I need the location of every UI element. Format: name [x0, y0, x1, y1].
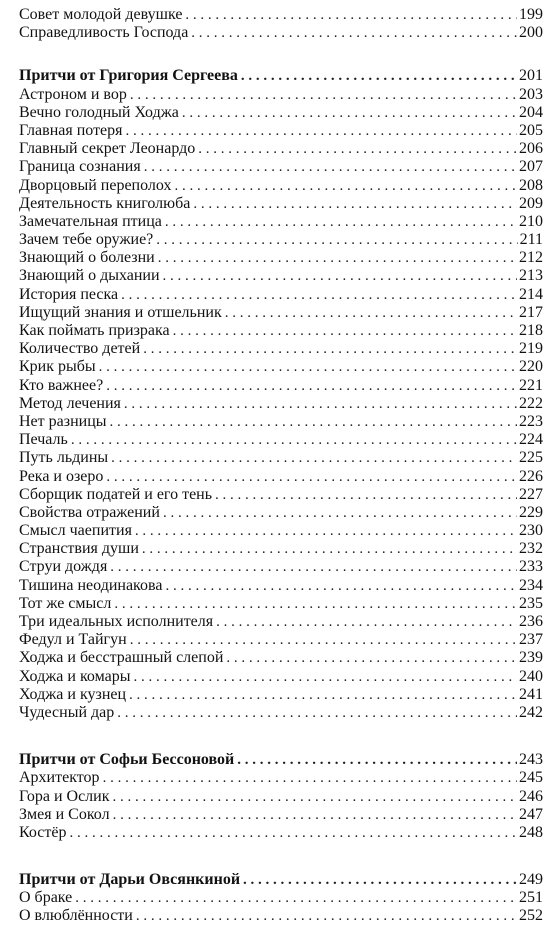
- toc-entry: [19, 631, 543, 649]
- page-number: 200: [519, 24, 543, 42]
- page-number: 211: [519, 231, 543, 249]
- toc-entry: [19, 468, 543, 486]
- page-number: 233: [519, 558, 543, 576]
- dot-leader: [185, 6, 517, 24]
- toc-entry: [19, 231, 543, 249]
- page-number: 236: [519, 613, 543, 630]
- page-number: 205: [519, 121, 543, 139]
- toc-entry: [19, 6, 543, 24]
- entry-title: Граница сознания: [19, 158, 141, 176]
- toc-entry: [19, 558, 543, 576]
- entry-title: Змея и Сокол: [19, 805, 110, 823]
- dot-leader: [71, 431, 517, 449]
- dot-leader: [110, 558, 517, 576]
- toc-group-intro: [19, 6, 543, 42]
- toc-entry: [19, 769, 543, 787]
- page-number: 213: [519, 267, 543, 285]
- page-number: 221: [519, 376, 543, 394]
- toc-section-heading: [19, 751, 543, 769]
- entry-title: Струи дождя: [19, 558, 108, 576]
- entry-title: Сборщик податей и его тень: [19, 485, 213, 503]
- entry-title: Федул и Тайгун: [19, 631, 127, 649]
- dot-leader: [191, 24, 517, 42]
- page-number: 210: [519, 212, 543, 230]
- entry-title: Кто важнее?: [19, 376, 104, 394]
- entry-title: Замечательная птица: [19, 212, 162, 230]
- toc-entry: [19, 540, 543, 558]
- entry-title: Дворцовый переполох: [19, 176, 172, 194]
- dot-leader: [129, 686, 517, 704]
- page-number: 247: [519, 805, 543, 823]
- entry-title: Странствия души: [19, 540, 139, 558]
- entry-title: Три идеальных исполнителя: [19, 613, 214, 630]
- page-number: 208: [519, 176, 543, 194]
- entry-title: Знающий о болезни: [19, 249, 155, 267]
- dot-leader: [130, 86, 517, 104]
- dot-leader: [215, 486, 517, 504]
- entry-title: Костёр: [19, 823, 67, 841]
- dot-leader: [225, 304, 517, 322]
- toc-entry: [19, 140, 543, 158]
- page-number: 240: [519, 667, 543, 685]
- dot-leader: [69, 824, 517, 842]
- page-number: 217: [519, 303, 543, 321]
- toc-entry: [19, 104, 543, 122]
- page-number: 227: [519, 485, 543, 503]
- page-number: 232: [519, 540, 543, 558]
- dot-leader: [165, 213, 517, 231]
- page-number: 239: [519, 649, 543, 667]
- toc-entry: [19, 195, 543, 213]
- entry-title: Тишина неодинакова: [19, 576, 163, 594]
- page-number: 207: [519, 158, 543, 176]
- entry-title: Чудесный дар: [19, 703, 115, 721]
- dot-leader: [133, 668, 517, 686]
- section-title: Притчи от Григория Сергеева: [19, 67, 238, 85]
- toc-entry: [19, 377, 543, 395]
- entry-title: Ходжа и кузнец: [19, 685, 127, 703]
- page-number: 246: [519, 787, 543, 805]
- entry-title: О влюблённости: [19, 907, 133, 925]
- page-number: 245: [519, 769, 543, 787]
- toc-entry: [19, 122, 543, 140]
- dot-leader: [114, 595, 517, 613]
- page-number: 204: [519, 103, 543, 121]
- dot-leader: [136, 907, 517, 925]
- dot-leader: [193, 195, 517, 213]
- entry-title: История песка: [19, 285, 119, 303]
- page-number: 234: [519, 576, 543, 594]
- toc-entry: [19, 358, 543, 376]
- toc-entry: [19, 577, 543, 595]
- page-number: 241: [519, 685, 543, 703]
- toc-entry: [19, 395, 543, 413]
- toc-section-heading: [19, 67, 543, 85]
- dot-leader: [156, 231, 517, 249]
- section-gap: [19, 722, 543, 751]
- page-number: 242: [519, 703, 543, 721]
- dot-leader: [113, 806, 517, 824]
- dot-leader: [243, 871, 517, 889]
- toc-entry: [19, 304, 543, 322]
- dot-leader: [106, 377, 517, 395]
- page-number: 223: [519, 412, 543, 430]
- dot-leader: [175, 177, 518, 195]
- dot-leader: [112, 788, 517, 806]
- toc-entry: [19, 504, 543, 522]
- page-number: 226: [519, 467, 543, 485]
- dot-leader: [106, 468, 517, 486]
- toc-entry: [19, 704, 543, 722]
- entry-title: Справедливость Господа: [19, 24, 189, 42]
- toc-entry: [19, 413, 543, 431]
- section-gap: [19, 42, 543, 67]
- toc-entry: [19, 649, 543, 667]
- entry-title: Деятельность книголюба: [19, 194, 191, 212]
- toc-entry: [19, 249, 543, 267]
- dot-leader: [143, 340, 517, 358]
- entry-title: Смысл чаепития: [19, 522, 132, 540]
- page-number: 230: [519, 522, 543, 540]
- entry-title: Ходжа и комары: [19, 667, 131, 685]
- entry-title: Главная потеря: [19, 121, 123, 139]
- entry-title: Главный секрет Леонардо: [19, 140, 196, 158]
- entry-title: О браке: [19, 889, 73, 907]
- page-number: 219: [519, 340, 543, 358]
- toc-section-bessonova: [19, 751, 543, 842]
- section-title: Притчи от Софьи Бессоновой: [19, 751, 235, 769]
- toc-entry: [19, 788, 543, 806]
- entry-title: Архитектор: [19, 769, 100, 787]
- dot-leader: [130, 631, 517, 649]
- dot-leader: [126, 122, 517, 140]
- page-number: 225: [519, 449, 543, 467]
- page-number: 251: [519, 889, 543, 907]
- toc-entry: [19, 595, 543, 613]
- toc-entry: [19, 449, 543, 467]
- page-number: 249: [519, 871, 543, 889]
- entry-title: Метод лечения: [19, 394, 121, 412]
- toc-entry: [19, 322, 543, 340]
- dot-leader: [103, 769, 517, 787]
- dot-leader: [226, 649, 517, 667]
- entry-title: Вечно голодный Ходжа: [19, 103, 179, 121]
- entry-title: Путь льдины: [19, 449, 109, 467]
- page-number: 224: [519, 431, 543, 449]
- toc-entry: [19, 824, 543, 842]
- entry-title: Крик рыбы: [19, 358, 96, 376]
- toc-entry: [19, 86, 543, 104]
- toc-entry: [19, 806, 543, 824]
- page-number: 237: [519, 631, 543, 649]
- toc-entry: [19, 907, 543, 925]
- toc-entry: [19, 24, 543, 42]
- toc-entry: [19, 668, 543, 686]
- page-number: 199: [519, 6, 543, 23]
- entry-title: Печаль: [19, 431, 68, 449]
- dot-leader: [124, 395, 517, 413]
- section-title: Притчи от Дарьи Овсянкиной: [19, 871, 241, 889]
- dot-leader: [216, 613, 517, 631]
- entry-title: Зачем тебе оружие?: [19, 231, 154, 249]
- toc-section-heading: [19, 871, 543, 889]
- entry-title: Река и озеро: [19, 467, 104, 485]
- section-gap: [19, 842, 543, 871]
- toc-entry: [19, 177, 543, 195]
- page-number: 252: [519, 907, 543, 925]
- dot-leader: [158, 249, 517, 267]
- toc-entry: [19, 686, 543, 704]
- dot-leader: [121, 286, 517, 304]
- dot-leader: [110, 413, 517, 431]
- dot-leader: [241, 67, 517, 85]
- page-number: 209: [519, 194, 543, 212]
- entry-title: Свойства отражений: [19, 503, 160, 521]
- page-number: 235: [519, 594, 543, 612]
- dot-leader: [237, 751, 517, 769]
- page-number: 206: [519, 140, 543, 158]
- page-number: 218: [519, 322, 543, 339]
- toc-entry: [19, 431, 543, 449]
- entry-title: Знающий о дыхании: [19, 267, 160, 285]
- page-number: 212: [519, 249, 543, 267]
- entry-title: Ищущий знания и отшельник: [19, 303, 222, 321]
- page-number: 203: [519, 85, 543, 103]
- entry-title: Тот же смысл: [19, 594, 112, 612]
- toc-section-ovsyankina: [19, 871, 543, 926]
- toc-entry: [19, 286, 543, 304]
- dot-leader: [173, 322, 517, 340]
- toc-entry: [19, 340, 543, 358]
- page-number: 201: [519, 67, 543, 85]
- entry-title: Нет разницы: [19, 412, 107, 430]
- entry-title: Ходжа и бесстрашный слепой: [19, 649, 224, 667]
- toc-entry: [19, 213, 543, 231]
- page-number: 243: [519, 751, 543, 769]
- page-number: 220: [519, 358, 543, 376]
- toc-entry: [19, 613, 543, 631]
- entry-title: Совет молодой девушке: [19, 6, 183, 23]
- table-of-contents: [19, 6, 543, 926]
- dot-leader: [117, 704, 517, 722]
- dot-leader: [142, 540, 517, 558]
- toc-entry: [19, 158, 543, 176]
- page-number: 214: [519, 285, 543, 303]
- dot-leader: [144, 158, 517, 176]
- page-number: 222: [519, 394, 543, 412]
- entry-title: Астроном и вор: [19, 85, 127, 103]
- toc-entry: [19, 522, 543, 540]
- dot-leader: [163, 267, 517, 285]
- dot-leader: [111, 449, 517, 467]
- dot-leader: [198, 140, 517, 158]
- dot-leader: [165, 577, 517, 595]
- toc-entry: [19, 486, 543, 504]
- dot-leader: [182, 104, 517, 122]
- toc-section-sergeev: [19, 67, 543, 722]
- page-number: 248: [519, 823, 543, 841]
- page-number: 229: [519, 503, 543, 521]
- toc-entry: [19, 889, 543, 907]
- entry-title: Гора и Ослик: [19, 787, 110, 805]
- entry-title: Как поймать призрака: [19, 322, 170, 339]
- dot-leader: [75, 889, 517, 907]
- dot-leader: [99, 358, 517, 376]
- toc-entry: [19, 267, 543, 285]
- entry-title: Количество детей: [19, 340, 141, 358]
- dot-leader: [135, 522, 517, 540]
- dot-leader: [163, 504, 517, 522]
